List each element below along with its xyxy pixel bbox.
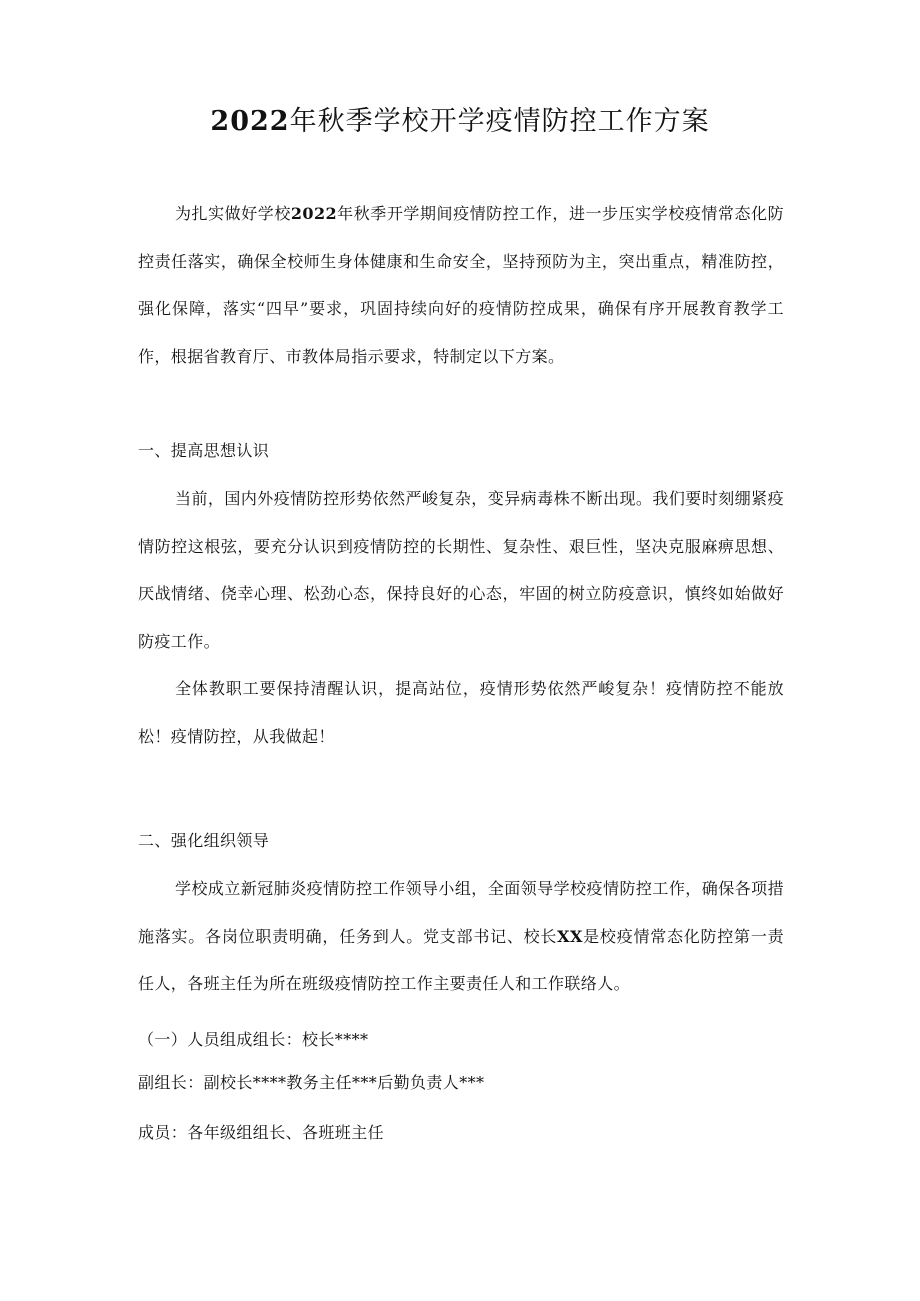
section-1-heading: 一、提高思想认识 (138, 441, 270, 460)
intro-year: 2022 (290, 204, 338, 223)
intro-paragraph (138, 190, 784, 380)
title-year: 2022 (210, 106, 290, 137)
intro-text-pre: 为扎实做好学校 (175, 204, 291, 223)
intro-text-post: 年秋季开学期间疫情防控工作，进一步压实学校疫情常态化防控责任落实，确保全校师生身体健康和生命安全，坚持预防为主，突出重点，精准防控，强化保障，落实“四早”要求，巩固持续向好的疫情防控成果，确保有序开展教育教学工作，根据省教育厅、市教体局指示要求，特制定以下方案。 (138, 204, 784, 366)
group-leader-line: （一）人员组成组长：校长**** (138, 1030, 369, 1049)
section-2-paragraph (138, 865, 784, 1008)
principal-name: XX (557, 926, 583, 946)
deputy-leader-line: 副组长：副校长****教务主任***后勤负责人*** (138, 1073, 485, 1092)
document-title (0, 104, 920, 140)
section-1-paragraph-1: 当前，国内外疫情防控形势依然严峻复杂，变异病毒株不断出现。我们要时刻绷紧疫情防控这根弦，要充分认识到疫情防控的长期性、复杂性、艰巨性，坚决克服麻痹思想、厌战情绪、侥幸心理、松劲心态，保持良好的心态，牢固的树立防疫意识，慎终如始做好防疫工作。 (138, 489, 784, 651)
section-2-text-pre: 学校成立新冠肺炎疫情防控工作领导小组，全面领导学校疫情防控工作，确保各项措施落实。各岗位职责明确，任务到人。党支部书记、校长 (138, 879, 784, 946)
title-text: 年秋季学校开学疫情防控工作方案 (289, 106, 710, 137)
members-line: 成员：各年级组组长、各班班主任 (138, 1123, 385, 1142)
section-2-heading: 二、强化组织领导 (138, 831, 270, 850)
section-1-paragraph-2: 全体教职工要保持清醒认识，提高站位，疫情形势依然严峻复杂！疫情防控不能放松！疫情防控，从我做起！ (138, 679, 784, 746)
section-2-text-post: 是校疫情常态化防控第一责任人，各班主任为所在班级疫情防控工作主要责任人和工作联络人。 (138, 926, 784, 993)
